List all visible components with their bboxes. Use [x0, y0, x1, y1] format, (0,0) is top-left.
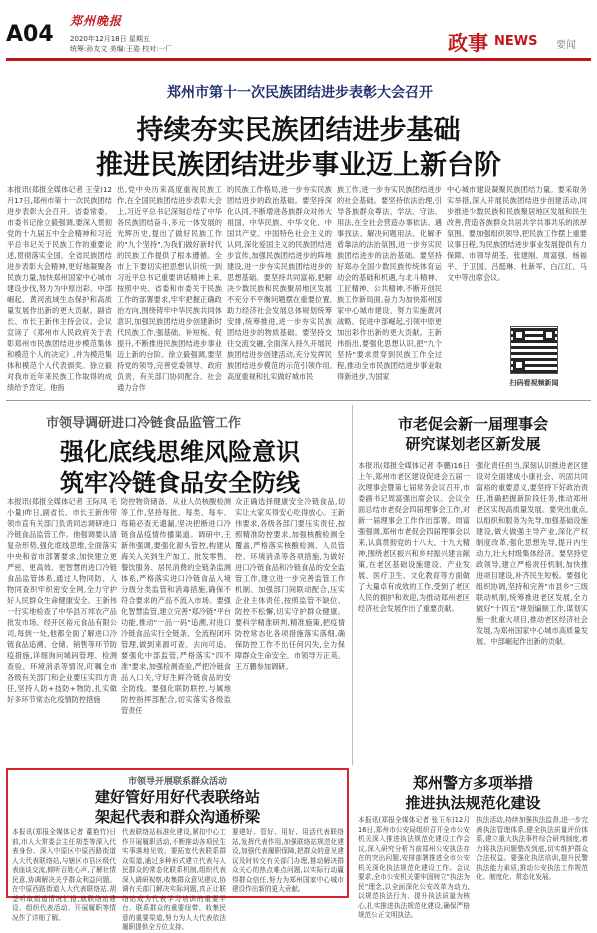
story4-title-1: 建好管好用好代表联络站 — [94, 788, 260, 806]
story2-title-2: 筑牢冷链食品安全防线 — [60, 468, 300, 497]
story4-col-2: 代表联络站标准化建设,紧扣中心工作开展履职活动,不断推动各项民生实事落地见效。要拓宽代表联系群众渠道,通过多种形式建立代表与人民群众的常态化联系机制,组织代表深入调研视察,收集群众意见建议,协调有关部门解决实际问题,真正让联络站成为代表学习培训的重要平台、联系群众的重要纽带、收集民意的重要渠道,努力为人大代表依法履职提供全方位支持。 — [122, 828, 226, 931]
story4-title-2: 架起代表和群众沟通桥梁 — [94, 808, 260, 826]
story3-title-1: 市老促会新一届理事会 — [397, 415, 548, 433]
story5-col-1: 本报讯(郑报全媒体记者 张玉东)12月16日,郑州市公安局组织召开全市公安机关深入推进执法规范化建设工作会议,深入研究分析当前郑州公安执法存在的突出问题,安排部署推进全市公安机关深化执法规范化建设工作。会议要求,全市公安机关要牢固树立"执法为民"理念,以全面深化公安改革为动力,以规范执法行为、提升执法质量为核心,扎实推进执法规范化建设,确保严格规范公正文明执法。 — [358, 816, 470, 919]
page-number: A04 — [6, 22, 54, 47]
lead-col-5: 中心城市建设凝聚民族团结力量。要采取务实举措,深入开展民族团结进步创建活动,同步推进少数民族和民族聚居地区发展和民生改善,营造各族群众共居共学共事共乐的浓厚氛围。要加强组织领导,把民族工作摆上重要议事日程,为民族团结进步事业发展提供有力保障。市领导胡荃、张建刚、周富强、杨福平、于卫国、吕挺琳、杜新军、白江红、马文中等出席会议。 — [447, 185, 587, 282]
issue-date: 2020年12月18日 星期五 — [70, 35, 150, 43]
story2-col-1: 本报讯(郑报全媒体记者 王际凤 毛小量)昨日,副省长、市长王新伟带领市直有关部门负责同志调研进口冷链食品监管工作。他强调要认清复杂形势,强化底线思维,全面落实中央和省市部署要求,加快建立更严密、更高效、更智慧的进口冷链食品监管体系,通过人物同防、人物同查织牢织密安全网,全力守护好人民群众生命健康安全。王新伟一行实地检查了中华县万邦农产品批发市场、经开区裕元食品有限公司,每到一处,他都全面了解进口冷链食品追溯、仓储、销售等环节防疫措施,详细询问城码管理、检测查验、环境消杀等情况,叮嘱全市各级有关部门和企业要压实四方责任,坚持人防+技防+物防,扎实做好多环节常态化疫情防控措施 — [7, 497, 117, 704]
lead-kicker: 郑州市第十一次民族团结进步表彰大会召开 — [167, 85, 433, 101]
lead-title-1: 持续夯实民族团结进步基础 — [136, 115, 461, 146]
story4-col-1: 本报讯(郑报全媒体记者 董艳竹)日前,市人大常委会主任胡荃等深入代表身份、深入中原区中原西路街道人大代表联络站,与辖区市县区级代表座谈交流,倾听百姓心声,了解社情民意,协调解决关乎群众利益问题。在中原西路街道人大代表联络站,胡荃听取街道情况汇报,就联络站建设、组织代表活动、开展履职等情况作了详细了解。 — [12, 828, 116, 922]
qr-code[interactable] — [510, 326, 558, 374]
lead-title-2: 推进民族团结进步事业迈上新台阶 — [96, 150, 501, 181]
story2-col-3: 众正确选择健康安全冷链食品,切实让大家买得安心吃得放心。王新伟要求,各级各部门要压实责任,按照精准防控要求,加强核酸检测全覆盖,严格落实核酸检测、人员管控、环境消杀等各项措施,为做好进口冷链食品和冷链食品的安全监管工作,建立进一步完善监管工作机制、加强部门间联动配合,压实企业主体责任,按照监管不缺位、防控不松懈,切实守护群众健康。要科学精准研判,精准施策,把疫情防控常态化各项措施落实落细,确保防控工作不出任何闪失,全力保障群众生命安全。市领导万正英、王万鹏参加调研。 — [235, 497, 345, 671]
section-title: 政事 — [448, 31, 488, 55]
column-divider — [352, 405, 353, 765]
section-en: NEWS — [494, 34, 538, 49]
section-sub: 要闻 — [556, 40, 576, 51]
divider — [6, 400, 591, 401]
story4-kicker: 市领导开展联系群众活动 — [127, 777, 227, 787]
story5-title-1: 郑州警方多项举措 — [412, 774, 533, 792]
story4-col-3: 要建好、管好、用好、用活代表联络站,发挥代表作用,加强联络站规范化建设,加强代表履职保障,把群众的意见建议及时转交有关部门办理,推动解决群众关心的热点难点问题,以实际行动赢得群众信任,努力为郑州国家中心城市建设作出新的更大贡献。 — [232, 828, 344, 893]
lead-col-4: 族工作,进一步夯实民族团结进步的社会基础。要坚持依法治理,引导各族群众尊法、学法、守法、用法,在全社会营造办事依法、遇事找法、解决问题用法、化解矛盾靠法的法治氛围,进一步夯实民族团结进步的法治基础。要坚持好郑办全国少数民族传统体育运动会的基础和机遇,与北斗精神、工匠精神、公共精神,不断开创民族工作新局面,奋力为加快郑州国家中心城市建设、努力实施黄河战略、促进中部崛起,引领中原更加出彩作出新的更大贡献。王新伟指出,要强化思想认识,把"九个坚持"要求贯穿到民族工作全过程,推动全市民族团结进步事业取得新进步,为国家 — [337, 185, 442, 381]
story5-col-2: 执法活动,持续加强执法监督,进一步完善执法管理体系,健全执法质量评价体系,建立重大执法事件综合研判制度,着力将执法问题整改到底,切实维护群众合法权益。要强化执法培训,提升民警执法能力素质,推动公安执法工作规范化、制度化、常态化发展。 — [476, 816, 588, 881]
editor-credits: 统筹:孙友文 美编:王姿 校对:一厂 — [70, 45, 173, 53]
story3-col-2: 强化责任担当,深刻认识推进老区建设对全面建成小康社会、巩固共同富裕的重要意义,要坚持下好政治责任,准确把握新阶段任务,推动郑州老区实现高质量发展。要突出重点,以组织和服务为先导,加强基础设施建设,做大做强主导产业,深化产权制度改革,强化思想先导,提升内生动力,壮大村级集体经济。要坚持党政领导,建立严格责任机制,加快推进项目建设,补齐民生短板。要强化组织协调,坚持和完善"市县乡"三级联动机制,统筹推进老区发展,全力做好"十四五"规划编制工作,谋划实施一批重大项目,推动老区经济社会发展,为郑州国家中心城市高质量发展、中部崛起作出新的贡献。 — [476, 461, 588, 646]
lead-col-3: 的民族工作格局,进一步夯实民族团结进步的政治基础。要坚持深化认同,不断增进各族群众对伟大祖国、中华民族、中华文化、中国共产党、中国特色社会主义的认同,深化爱国主义的民族团结进步宣传,加强民族团结进步的阵地建设,进一步夯实民族团结进步的思想基础。要坚持共同富裕,把解决少数民族和民族聚居地区发展不充分不平衡问题摆在重要位置,助力经济社会发展总体规划统筹安排,统筹推进,进一步夯实民族团结进步的物质基础。要坚持交往交流交融,全面深入持久开展民族团结进步创建活动,充分发挥民族团结进步模范的示范引领作用,高度重视和扎实做好城市民 — [227, 185, 332, 381]
story3-title-2: 研究谋划老区新发展 — [405, 435, 541, 453]
lead-col-2: 出,党中央历来高度重视民族工作,在全国民族团结进步表彰大会上,习近平总书记深刻总结了中华各民族团结奋斗,多元一体发展的光辉历史,提出了做好民族工作的"九个坚持",为我们做好新时代的民族工作提供了根本遵循。全市上下要切实把思想认识统一到习近平总书记重要讲话精神上来,按照中央、省委和市委关于民族工作的部署要求,牢牢把握正确政治方向,围绕铸牢中华民族共同体意识,加强民族团结进步创建新时代民族工作,强基础、补短板、促提升,不断推进民族团结进步事业迈上新的台阶。徐立毅强调,要坚持党的领导,完善党委领导、政府负责、有关部门协同配合、社会通力合作 — [117, 185, 222, 392]
qr-label: 扫码看视频新闻 — [509, 379, 559, 387]
newspaper-logo: 郑州晚报 — [70, 14, 123, 28]
header-rule — [6, 58, 591, 61]
lead-col-1: 本报讯(郑报全媒体记者 王莹)12月17日,郑州市第十一次民族团结进步表彰大会召开。省委常委、市委书记徐立毅强调,要深入贯彻党的十九届五中全会精神和习近平总书记关于民族工作的重要论述,贯彻落实全国、全省民族团结进步表彰大会精神,更好地凝聚各民族力量,加快郑州国家中心城市建设步伐,努力为中原出彩、中部崛起、黄河流域生态保护和高质量发展作出新的更大贡献。副省长、市长王新伟主持会议。会议宣读了《郑州市人民政府关于表彰郑州市民族团结进步模范集体和模范个人的决定》,并为模范集体和模范个人代表颁奖。徐立毅对我市近年来民族工作取得的成绩给予肯定。他指 — [7, 185, 112, 392]
page-header — [0, 0, 597, 62]
story2-kicker: 市领导调研进口冷链食品监管工作 — [46, 416, 242, 431]
story5-title-2: 推进执法规范化建设 — [405, 794, 541, 812]
story2-col-2: 防控物资储备、从业人员核酸检测等工作,坚持每批、每类、每车、每箱必查无遗漏,坚决把断进口冷链食品疫情传播渠道。调研中,王新伟强调,要强化源头管控,构建从海关入关到生产加工、批发零售、餐饮服务、居民消费的全链条监测体系,严格落实进口冷链食品入境分级分类监管和消毒措施,确保不符合要求的产品不流入市场。要强化智慧监管,建立完善"郑冷链"平台功能,推动"一品一码"追溯,对进口冷链食品实行全链条、全流程闭环管理,做到来源可查、去向可追。要强化中部监管,严格落实"四不准"要求,加强检测查验,严把冷链食品入口关,守好生鲜冷链食品的安全防线。要强化联防联控,与属地防控指挥部配合,切实落实各级监管责任 — [121, 497, 231, 715]
story3-col-1: 本报讯(郑报全媒体记者 李鹏)16日上午,郑州市老区建设促进会五届一次理事会暨第七届常务会议召开,市委副书记周富强出席会议。会议全面总结市老促会四届理事会工作,对新一届理事会工作作出部署。周富强强调,郑州市老促会四届理事会以来,认真贯彻党的十八大、十九大精神,围绕老区振兴和乡村振兴建言献策,在老区基础设施建设、产业发展、医疗卫生、文化教育等方面做了大量卓有成效的工作,受到了老区人民的拥护和欢迎,为推动郑州老区经济社会发展作出了重要贡献。 — [358, 461, 470, 613]
story2-title-1: 强化底线思维风险意识 — [60, 437, 300, 466]
